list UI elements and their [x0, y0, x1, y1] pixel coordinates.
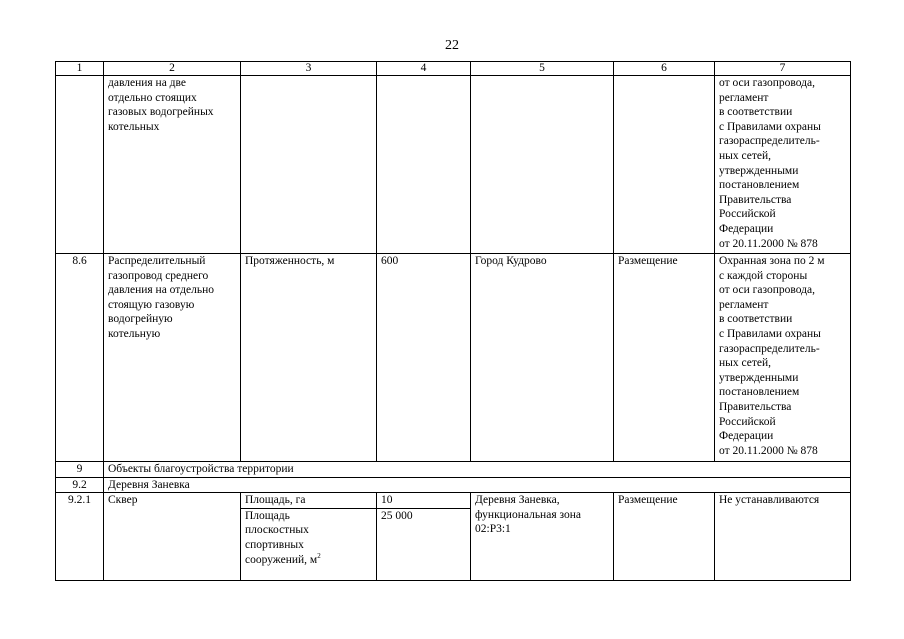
column-number-row	[56, 62, 851, 76]
column-number: 3	[241, 62, 377, 76]
column-number: 6	[614, 62, 715, 76]
section-title: Деревня Заневка	[104, 477, 851, 493]
location	[471, 76, 614, 254]
row-number: 8.6	[56, 254, 104, 462]
column-number: 2	[104, 62, 241, 76]
column-number: 1	[56, 62, 104, 76]
characteristic-sports-area	[241, 508, 376, 567]
section-title: Объекты благоустройства территории	[104, 462, 851, 478]
value	[377, 76, 471, 254]
characteristic-area: Площадь, га	[245, 494, 306, 507]
unit-superscript: 2	[317, 551, 321, 560]
status	[614, 76, 715, 254]
value: 600	[377, 254, 471, 462]
section-row	[56, 462, 851, 478]
row-number: 9.2	[56, 477, 104, 493]
status: Размещение	[614, 493, 715, 581]
characteristic-sports-area-text: Площадь плоскостных спортивных сооружений, м	[245, 509, 318, 566]
location: Деревня Заневка, функциональная зона 02:Р3:1	[471, 493, 614, 581]
row-number: 9.2.1	[56, 493, 104, 581]
characteristic	[241, 76, 377, 254]
page-number: 22	[445, 38, 459, 53]
zone-description: Не устанавливаются	[715, 493, 851, 581]
zone-description: от оси газопровода, регламент в соответствии с Правилами охраны газораспределитель- ных сетей, утвержденными постановлением Правительства Российской Федерации от 20.11.2000 № 878	[715, 76, 851, 254]
object-name: давления на две отдельно стоящих газовых водогрейных котельных	[104, 76, 241, 254]
object-name: Сквер	[104, 493, 241, 581]
column-number: 7	[715, 62, 851, 76]
zone-description: Охранная зона по 2 м с каждой стороны от оси газопровода, регламент в соответствии с Правилами охраны газораспределитель- ных сетей, утвержденными постановлением Правительства Российской Федерации от 20.11.2000 № 878	[715, 254, 851, 462]
column-number: 4	[377, 62, 471, 76]
characteristic: Протяженность, м	[241, 254, 377, 462]
object-name: Распределительный газопровод среднего давления на отдельно стоящую газовую водогрейную котельную	[104, 254, 241, 462]
value-sports-area: 25 000	[377, 508, 470, 524]
table-row	[56, 493, 851, 581]
row-number: 9	[56, 462, 104, 478]
row-number	[56, 76, 104, 254]
status: Размещение	[614, 254, 715, 462]
value	[377, 493, 471, 581]
characteristic	[241, 493, 377, 581]
value-area: 10	[381, 494, 393, 507]
document-table	[55, 61, 851, 581]
table-row	[56, 76, 851, 254]
table-row	[56, 254, 851, 462]
location: Город Кудрово	[471, 254, 614, 462]
section-row	[56, 477, 851, 493]
column-number: 5	[471, 62, 614, 76]
